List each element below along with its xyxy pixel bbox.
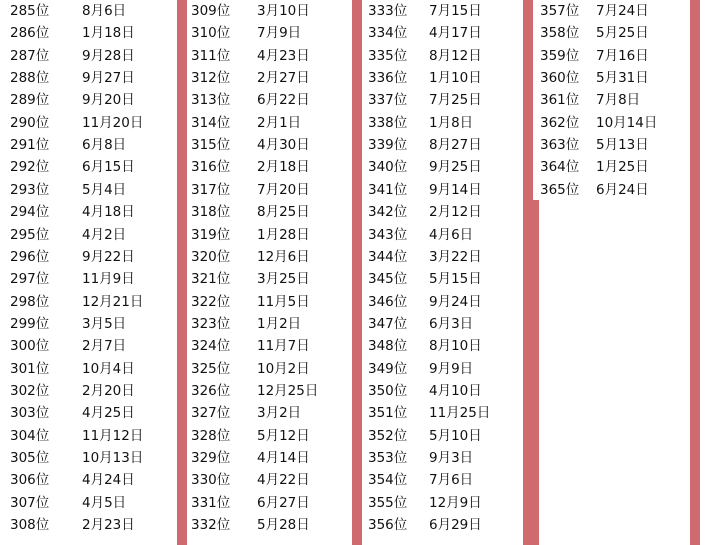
rank-label: 331位 (191, 494, 231, 511)
date-label: 7月9日 (257, 25, 302, 42)
rank-label: 350位 (368, 382, 408, 399)
ranking-row (368, 246, 538, 268)
date-label: 10月14日 (596, 114, 658, 131)
ranking-row (368, 0, 538, 22)
date-label: 7月20日 (257, 181, 310, 198)
ranking-row (191, 291, 361, 313)
rank-label: 344位 (368, 248, 408, 265)
date-label: 9月20日 (82, 92, 135, 109)
date-label: 8月10日 (429, 338, 482, 355)
date-label: 11月25日 (429, 405, 491, 422)
rank-label: 302位 (10, 382, 50, 399)
date-label: 4月17日 (429, 25, 482, 42)
ranking-row (368, 268, 538, 290)
rank-label: 323位 (191, 315, 231, 332)
rank-label: 310位 (191, 25, 231, 42)
rank-label: 364位 (540, 159, 580, 176)
ranking-row (10, 402, 180, 424)
ranking-row (10, 425, 180, 447)
date-label: 4月30日 (257, 137, 310, 154)
ranking-row (10, 22, 180, 44)
date-label: 1月2日 (257, 315, 302, 332)
date-label: 7月8日 (596, 92, 641, 109)
date-label: 9月22日 (82, 248, 135, 265)
ranking-row (368, 514, 538, 536)
date-label: 8月6日 (82, 3, 127, 19)
ranking-row (540, 156, 710, 178)
rank-label: 322位 (191, 293, 231, 310)
rank-label: 362位 (540, 114, 580, 131)
ranking-row (191, 268, 361, 290)
ranking-row (368, 492, 538, 514)
ranking-row (368, 402, 538, 424)
ranking-row (368, 112, 538, 134)
rank-label: 348位 (368, 338, 408, 355)
rank-label: 338位 (368, 114, 408, 131)
ranking-row (368, 313, 538, 335)
rank-label: 297位 (10, 271, 50, 288)
rank-label: 361位 (540, 92, 580, 109)
date-label: 4月2日 (82, 226, 127, 243)
date-label: 2月18日 (257, 159, 310, 176)
rank-label: 352位 (368, 427, 408, 444)
date-label: 8月25日 (257, 204, 310, 221)
rank-label: 365位 (540, 181, 580, 198)
ranking-row (10, 380, 180, 402)
date-label: 6月24日 (596, 181, 649, 198)
ranking-row (368, 291, 538, 313)
date-label: 3月10日 (257, 3, 310, 19)
date-label: 7月15日 (429, 3, 482, 19)
rank-label: 286位 (10, 25, 50, 42)
ranking-row (540, 112, 710, 134)
ranking-row (540, 0, 710, 22)
date-label: 4月10日 (429, 382, 482, 399)
date-label: 1月25日 (596, 159, 649, 176)
ranking-row (191, 67, 361, 89)
rank-label: 328位 (191, 427, 231, 444)
rank-label: 300位 (10, 338, 50, 355)
rank-label: 309位 (191, 3, 231, 19)
date-label: 4月14日 (257, 450, 310, 466)
date-label: 9月28日 (82, 47, 135, 64)
date-label: 7月25日 (429, 92, 482, 109)
date-label: 10月2日 (257, 360, 310, 377)
rank-label: 306位 (10, 472, 50, 489)
rank-label: 312位 (191, 70, 231, 87)
ranking-row (10, 313, 180, 335)
rank-label: 355位 (368, 494, 408, 511)
ranking-row (191, 134, 361, 156)
rank-label: 341位 (368, 181, 408, 198)
date-label: 1月10日 (429, 70, 482, 87)
rank-label: 335位 (368, 47, 408, 64)
rank-label: 343位 (368, 226, 408, 243)
rank-label: 287位 (10, 47, 50, 64)
date-label: 8月27日 (429, 137, 482, 154)
rank-label: 324位 (191, 338, 231, 355)
rank-label: 314位 (191, 114, 231, 131)
ranking-row (191, 469, 361, 491)
rank-label: 319位 (191, 226, 231, 243)
ranking-row (191, 380, 361, 402)
rank-label: 347位 (368, 315, 408, 332)
rank-label: 358位 (540, 25, 580, 42)
rank-label: 342位 (368, 204, 408, 221)
date-label: 4月24日 (82, 472, 135, 489)
rank-label: 316位 (191, 159, 231, 176)
date-label: 4月22日 (257, 472, 310, 489)
rank-label: 290位 (10, 114, 50, 131)
rank-label: 311位 (191, 47, 231, 64)
ranking-row (368, 67, 538, 89)
ranking-row (540, 67, 710, 89)
rank-label: 346位 (368, 293, 408, 310)
rank-label: 315位 (191, 137, 231, 154)
ranking-row (368, 335, 538, 357)
ranking-row (368, 156, 538, 178)
ranking-row (368, 358, 538, 380)
rank-label: 340位 (368, 159, 408, 176)
date-label: 6月27日 (257, 494, 310, 511)
date-label: 6月15日 (82, 159, 135, 176)
ranking-row (10, 469, 180, 491)
ranking-row (368, 89, 538, 111)
date-label: 2月1日 (257, 114, 302, 131)
date-label: 11月5日 (257, 293, 310, 310)
ranking-row (368, 201, 538, 223)
ranking-row (540, 89, 710, 111)
rank-label: 336位 (368, 70, 408, 87)
ranking-row (368, 224, 538, 246)
date-label: 9月24日 (429, 293, 482, 310)
date-label: 3月22日 (429, 248, 482, 265)
rank-label: 334位 (368, 25, 408, 42)
date-label: 5月15日 (429, 271, 482, 288)
ranking-row (10, 112, 180, 134)
ranking-row (191, 45, 361, 67)
rank-label: 354位 (368, 472, 408, 489)
date-label: 5月13日 (596, 137, 649, 154)
rank-label: 303位 (10, 405, 50, 422)
rank-label: 327位 (191, 405, 231, 422)
ranking-row (368, 380, 538, 402)
rank-label: 329位 (191, 450, 231, 466)
rank-label: 317位 (191, 181, 231, 198)
date-label: 11月9日 (82, 271, 135, 288)
ranking-row (10, 492, 180, 514)
rank-label: 305位 (10, 450, 50, 466)
rank-label: 313位 (191, 92, 231, 109)
ranking-row (10, 291, 180, 313)
date-label: 1月28日 (257, 226, 310, 243)
date-label: 7月6日 (429, 472, 474, 489)
ranking-row (10, 45, 180, 67)
date-label: 7月24日 (596, 3, 649, 19)
rank-label: 333位 (368, 3, 408, 19)
ranking-row (368, 469, 538, 491)
ranking-row (191, 313, 361, 335)
rank-label: 318位 (191, 204, 231, 221)
rank-label: 326位 (191, 382, 231, 399)
ranking-row (540, 134, 710, 156)
ranking-row (10, 514, 180, 536)
rank-label: 337位 (368, 92, 408, 109)
rank-label: 295位 (10, 226, 50, 243)
date-label: 5月25日 (596, 25, 649, 42)
rank-label: 285位 (10, 3, 50, 19)
ranking-row (540, 45, 710, 67)
ranking-row (191, 201, 361, 223)
ranking-row (10, 156, 180, 178)
date-label: 7月16日 (596, 47, 649, 64)
date-label: 11月20日 (82, 114, 144, 131)
date-label: 4月5日 (82, 494, 127, 511)
rank-label: 321位 (191, 271, 231, 288)
date-label: 9月27日 (82, 70, 135, 87)
date-label: 5月10日 (429, 427, 482, 444)
date-label: 12月9日 (429, 494, 482, 511)
ranking-row (540, 179, 710, 201)
ranking-row (191, 335, 361, 357)
rank-label: 308位 (10, 517, 50, 534)
date-label: 8月12日 (429, 47, 482, 64)
ranking-row (191, 179, 361, 201)
rank-label: 301位 (10, 360, 50, 377)
date-label: 9月25日 (429, 159, 482, 176)
ranking-row (10, 335, 180, 357)
rank-label: 307位 (10, 494, 50, 511)
date-label: 2月20日 (82, 382, 135, 399)
ranking-row (10, 358, 180, 380)
date-label: 4月25日 (82, 405, 135, 422)
date-label: 9月9日 (429, 360, 474, 377)
ranking-row (10, 224, 180, 246)
ranking-row (10, 67, 180, 89)
date-label: 11月7日 (257, 338, 310, 355)
date-label: 9月14日 (429, 181, 482, 198)
ranking-row (191, 112, 361, 134)
date-label: 1月8日 (429, 114, 474, 131)
ranking-row (10, 268, 180, 290)
rank-label: 339位 (368, 137, 408, 154)
date-label: 3月5日 (82, 315, 127, 332)
ranking-row (368, 179, 538, 201)
rank-label: 357位 (540, 3, 580, 19)
rank-label: 332位 (191, 517, 231, 534)
date-label: 2月12日 (429, 204, 482, 221)
rank-label: 351位 (368, 405, 408, 422)
ranking-row (10, 201, 180, 223)
rank-label: 325位 (191, 360, 231, 377)
ranking-row (368, 447, 538, 469)
ranking-row (191, 0, 361, 22)
ranking-row (191, 514, 361, 536)
date-label: 4月18日 (82, 204, 135, 221)
date-label: 6月29日 (429, 517, 482, 534)
ranking-row (10, 447, 180, 469)
date-label: 2月7日 (82, 338, 127, 355)
ranking-row (368, 134, 538, 156)
ranking-row (191, 156, 361, 178)
date-label: 3月2日 (257, 405, 302, 422)
rank-label: 359位 (540, 47, 580, 64)
ranking-row (540, 22, 710, 44)
rank-label: 292位 (10, 159, 50, 176)
rank-label: 289位 (10, 92, 50, 109)
rank-label: 330位 (191, 472, 231, 489)
rank-label: 288位 (10, 70, 50, 87)
date-label: 5月28日 (257, 517, 310, 534)
date-label: 9月3日 (429, 450, 474, 466)
ranking-row (10, 134, 180, 156)
date-label: 10月4日 (82, 360, 135, 377)
ranking-row (191, 492, 361, 514)
ranking-row (10, 246, 180, 268)
date-label: 10月13日 (82, 450, 144, 466)
date-label: 2月23日 (82, 517, 135, 534)
ranking-row (191, 447, 361, 469)
rank-label: 363位 (540, 137, 580, 154)
date-label: 2月27日 (257, 70, 310, 87)
ranking-row (191, 402, 361, 424)
rank-label: 299位 (10, 315, 50, 332)
date-label: 11月12日 (82, 427, 144, 444)
ranking-row (10, 89, 180, 111)
rank-label: 320位 (191, 248, 231, 265)
rank-label: 349位 (368, 360, 408, 377)
rank-label: 294位 (10, 204, 50, 221)
date-label: 6月8日 (82, 137, 127, 154)
ranking-row (10, 0, 180, 22)
date-label: 4月23日 (257, 47, 310, 64)
ranking-row (368, 22, 538, 44)
rank-label: 356位 (368, 517, 408, 534)
date-label: 12月21日 (82, 293, 144, 310)
rank-label: 293位 (10, 181, 50, 198)
rank-label: 291位 (10, 137, 50, 154)
rank-label: 353位 (368, 450, 408, 466)
ranking-row (191, 22, 361, 44)
date-label: 6月22日 (257, 92, 310, 109)
ranking-row (191, 224, 361, 246)
rank-label: 360位 (540, 70, 580, 87)
date-label: 1月18日 (82, 25, 135, 42)
ranking-row (191, 358, 361, 380)
ranking-row (191, 89, 361, 111)
date-label: 5月12日 (257, 427, 310, 444)
ranking-row (368, 425, 538, 447)
date-label: 12月6日 (257, 248, 310, 265)
date-label: 6月3日 (429, 315, 474, 332)
date-label: 4月6日 (429, 226, 474, 243)
rank-label: 296位 (10, 248, 50, 265)
date-label: 5月31日 (596, 70, 649, 87)
rank-label: 345位 (368, 271, 408, 288)
ranking-row (191, 246, 361, 268)
ranking-row (368, 45, 538, 67)
date-label: 12月25日 (257, 382, 319, 399)
date-label: 3月25日 (257, 271, 310, 288)
date-label: 5月4日 (82, 181, 127, 198)
rank-label: 298位 (10, 293, 50, 310)
ranking-row (10, 179, 180, 201)
rank-label: 304位 (10, 427, 50, 444)
ranking-row (191, 425, 361, 447)
